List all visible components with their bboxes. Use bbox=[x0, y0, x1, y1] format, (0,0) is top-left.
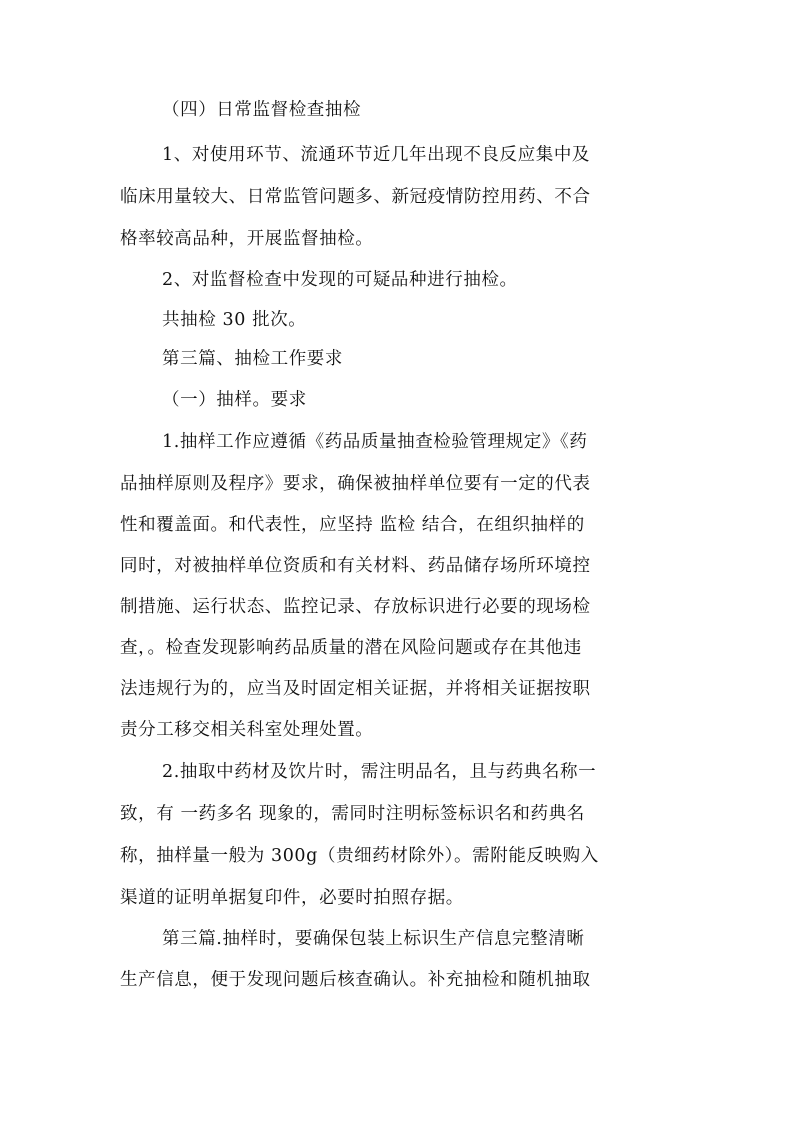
paragraph-line: 法违规行为的，应当及时固定相关证据，并将相关证据按职 bbox=[120, 679, 591, 699]
paragraph-line: 查，。检查发现影响药品质量的潜在风险问题或存在其他违 bbox=[120, 638, 582, 658]
paragraph-line: 同时，对被抽样单位资质和有关材料、药品储存场所环境控 bbox=[120, 556, 591, 576]
paragraph-line: 责分工移交相关科室处理处置。 bbox=[120, 720, 374, 740]
paragraph-line: 1、对使用环节、流通环节近几年出现不良反应集中及 bbox=[162, 145, 591, 165]
paragraph-line: 制措施、运行状态、监控记录、存放标识进行必要的现场检 bbox=[120, 597, 591, 617]
paragraph-line: 性和覆盖面。和代表性，应坚持 监检 结合，在组织抽样的 bbox=[120, 515, 585, 535]
paragraph-line: 生产信息，便于发现问题后核查确认。补充抽检和随机抽取 bbox=[120, 970, 591, 990]
paragraph-line: 品抽样原则及程序》要求，确保被抽样单位要有一定的代表 bbox=[120, 474, 591, 494]
paragraph-line: 致，有 一药多名 现象的，需同时注明标签标识名和药典名 bbox=[120, 804, 585, 824]
paragraph-line: 共抽检 30 批次。 bbox=[162, 310, 307, 330]
paragraph-line: 临床用量较大、日常监管问题多、新冠疫情防控用药、不合 bbox=[120, 187, 591, 207]
paragraph-line: 渠道的证明单据复印件，必要时拍照存据。 bbox=[120, 888, 464, 908]
paragraph-line: 2.抽取中药材及饮片时，需注明品名，且与药典名称一 bbox=[162, 762, 597, 782]
paragraph-line: 称，抽样量一般为 300g（贵细药材除外）。需附能反映购入 bbox=[120, 846, 599, 866]
paragraph-line: 1.抽样工作应遵循《药品质量抽查检验管理规定》《药 bbox=[162, 432, 588, 452]
paragraph-line: 2、对监督检查中发现的可疑品种进行抽检。 bbox=[162, 270, 518, 290]
paragraph-line: 第三篇.抽样时，要确保包装上标识生产信息完整清晰 bbox=[162, 929, 585, 949]
subsection-heading-sampling: （一）抽样。要求 bbox=[162, 390, 307, 410]
section-heading-requirements: 第三篇、抽检工作要求 bbox=[162, 349, 343, 369]
paragraph-line: 格率较高品种，开展监督抽检。 bbox=[120, 229, 374, 249]
section-heading-daily-inspection: （四）日常监督检查抽检 bbox=[162, 100, 362, 120]
